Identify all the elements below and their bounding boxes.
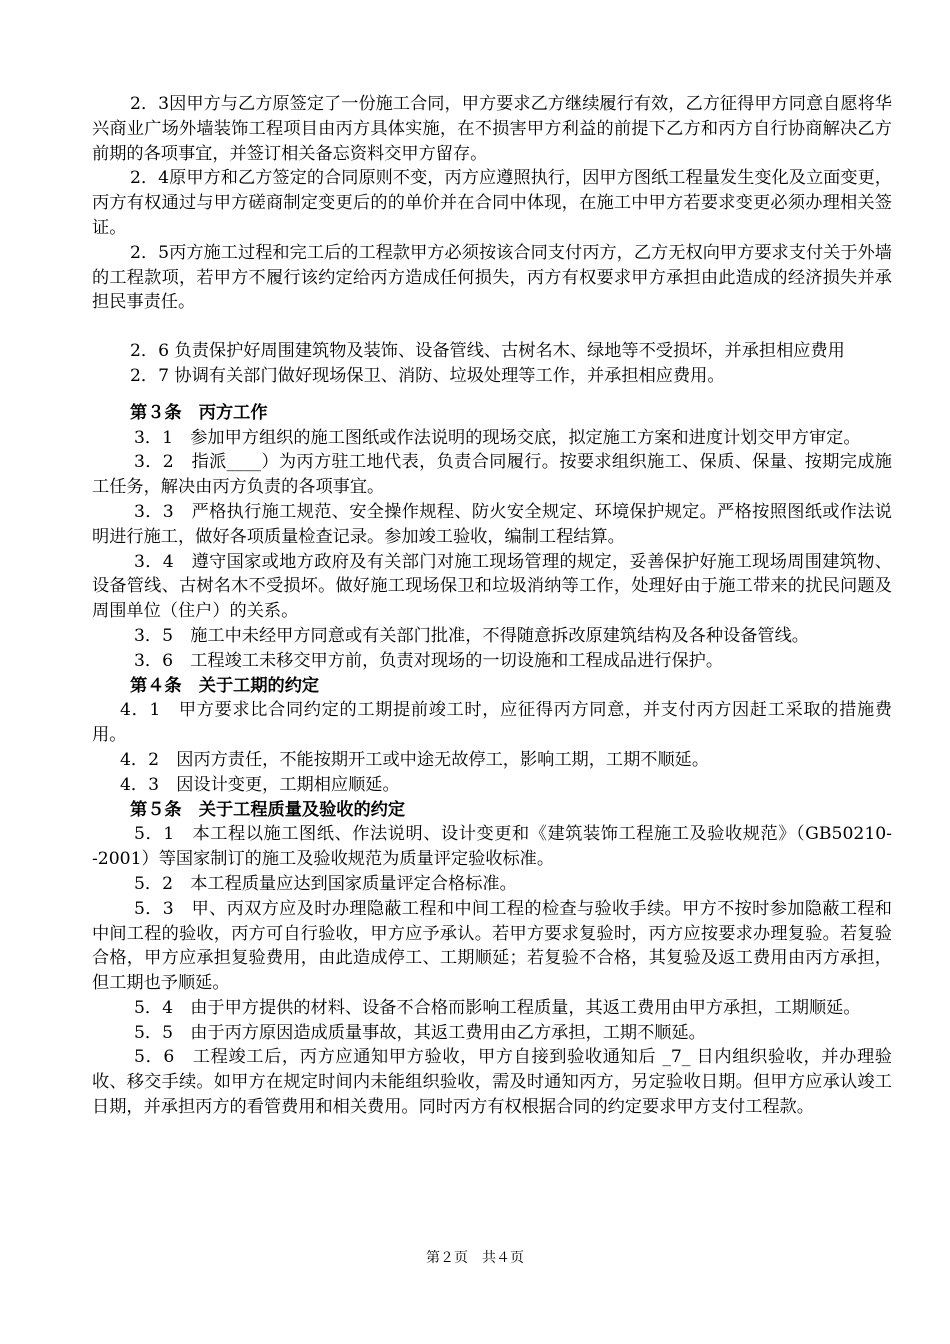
clause-4-2: 4．2 因丙方责任，不能按期开工或中途无故停工，影响工期，工期不顺延。 — [120, 749, 710, 770]
clause-5-3: 5．3 甲、丙双方应及时办理隐蔽工程和中间工程的检查与验收手续。甲方不按时参加隐蔽工程和中间工程的验收，丙方可自行验收，甲方应予承认。若甲方要求复验时，丙方应按要求办理复验。若复验合格，甲方应承担复验费用，由此造成停工、工期顺延；若复验不合格，其复验及返工费用由丙方承担，但工期也予顺延。 — [92, 898, 892, 994]
spacer — [92, 315, 892, 339]
document-body — [92, 92, 892, 1120]
clause-2-7: 2．7 协调有关部门做好现场保卫、消防、垃圾处理等工作，并承担相应费用。 — [130, 365, 725, 386]
clause-3-4: 3．4 遵守国家或地方政府及有关部门对施工现场管理的规定，妥善保护好施工现场周围建筑物、设备管线、古树名木不受损坏。做好施工现场保卫和垃圾消纳等工作，处理好由于施工带来的扰民问题及周围单位（住户）的关系。 — [92, 551, 892, 622]
clause-3-5: 3．5 施工中未经甲方同意或有关部门批准，不得随意拆改原建筑结构及各种设备管线。 — [134, 625, 809, 646]
clause-2-6: 2．6 负责保护好周围建筑物及装饰、设备管线、古树名木、绿地等不受损坏，并承担相应费用 — [130, 341, 845, 362]
clause-2-5: 2．5丙方施工过程和完工后的工程款甲方必须按该合同支付丙方，乙方无权向甲方要求支付关于外墙的工程款项，若甲方不履行该约定给丙方造成任何损失，丙方有权要求甲方承担由此造成的经济损失并承担民事责任。 — [92, 242, 892, 313]
clause-5-1: 5．1 本工程以施工图纸、作法说明、设计变更和《建筑装饰工程施工及验收规范》（GB50210--2001）等国家制订的施工及验收规范为质量评定验收标准。 — [92, 824, 892, 870]
article-3-heading: 第３条 丙方工作 — [130, 402, 268, 423]
clause-3-1: 3．1 参加甲方组织的施工图纸或作法说明的现场交底，拟定施工方案和进度计划交甲方审定。 — [134, 427, 861, 448]
clause-4-1: 4．1 甲方要求比合同约定的工期提前竣工时，应征得丙方同意，并支付丙方因赶工采取的措施费用。 — [92, 700, 892, 746]
clause-3-2: 3．2 指派____）为丙方驻工地代表，负责合同履行。按要求组织施工、保质、保量、按期完成施工任务，解决由丙方负责的各项事宜。 — [92, 452, 892, 498]
clause-5-4: 5．4 由于甲方提供的材料、设备不合格而影响工程质量，其返工费用由甲方承担，工期顺延。 — [134, 997, 861, 1018]
article-4-heading: 第４条 关于工期的约定 — [130, 675, 320, 696]
page-footer: 第２页 共４页 — [426, 1250, 524, 1266]
clause-4-3: 4．3 因设计变更，工期相应顺延。 — [120, 774, 400, 795]
clause-5-6: 5．6 工程竣工后，丙方应通知甲方验收，甲方自接到验收通知后 _7_ 日内组织验收，并办理验收、移交手续。如甲方在规定时间内未能组织验收，需及时通知丙方，另定验收日期。但甲方应承认竣工日期，并承担丙方的看管费用和相关费用。同时丙方有权根据合同的约定要求甲方支付工程款。 — [92, 1047, 892, 1118]
clause-3-3: 3．3 严格执行施工规范、安全操作规程、防火安全规定、环境保护规定。严格按照图纸或作法说明进行施工，做好各项质量检查记录。参加竣工验收，编制工程结算。 — [92, 501, 892, 547]
clause-3-6: 3．6 工程竣工未移交甲方前，负责对现场的一切设施和工程成品进行保护。 — [134, 650, 724, 671]
clause-5-5: 5．5 由于丙方原因造成质量事故，其返工费用由乙方承担，工期不顺延。 — [134, 1022, 706, 1043]
spacer — [92, 389, 892, 401]
clause-2-3: 2．3因甲方与乙方原签定了一份施工合同，甲方要求乙方继续履行有效，乙方征得甲方同意自愿将华兴商业广场外墙装饰工程项目由丙方具体实施，在不损害甲方利益的前提下乙方和丙方自行协商解决乙方前期的各项事宜，并签订相关备忘资料交甲方留存。 — [92, 94, 892, 164]
clause-5-2: 5．2 本工程质量应达到国家质量评定合格标准。 — [134, 873, 517, 894]
article-5-heading: 第５条 关于工程质量及验收的约定 — [130, 799, 406, 820]
clause-2-4: 2．4原甲方和乙方签定的合同原则不变，丙方应遵照执行，因甲方图纸工程量发生变化及立面变更，丙方有权通过与甲方磋商制定变更后的的单价并在合同中体现，在施工中甲方若要求变更必须办理相关签证。 — [92, 168, 892, 238]
